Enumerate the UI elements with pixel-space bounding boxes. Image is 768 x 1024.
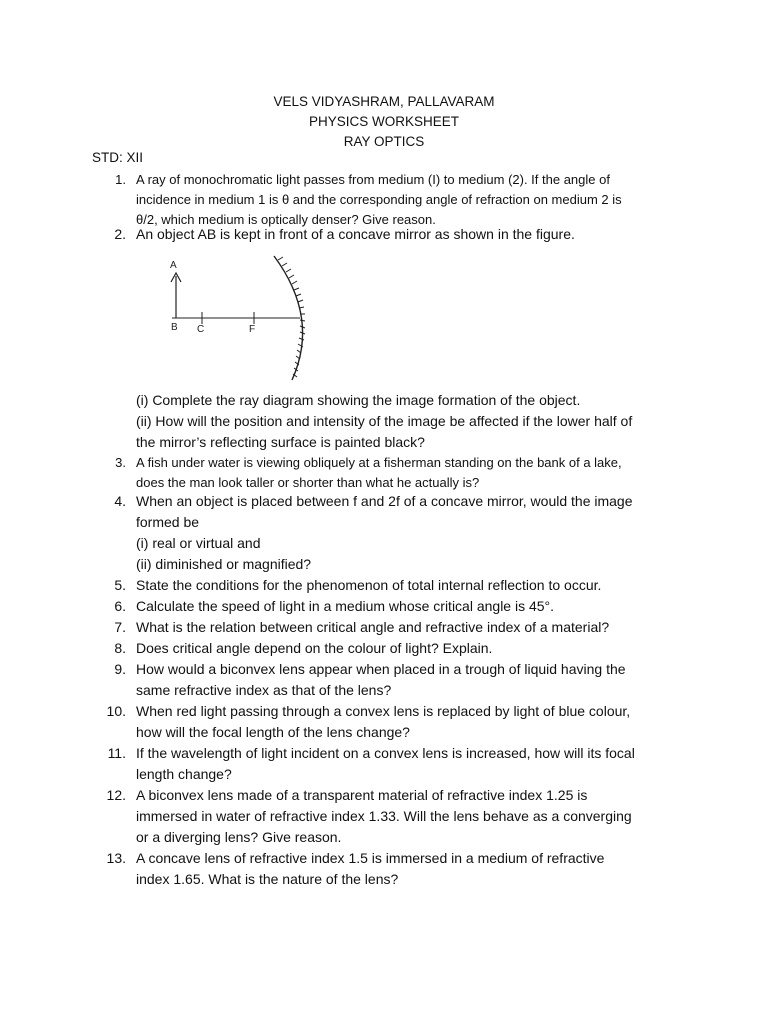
standard-label: STD: XII	[92, 150, 144, 165]
label-c: C	[197, 324, 205, 335]
question-number: 5.	[114, 577, 126, 593]
worksheet-topic: RAY OPTICS	[343, 134, 425, 149]
question-text: When red light passing through a convex lens is replaced by light of blue colour, how will the focal length of the lens change?	[136, 703, 631, 740]
question-number: 3.	[115, 455, 126, 470]
label-a: A	[170, 260, 177, 271]
worksheet-page: VELS VIDYASHRAM, PALLAVARAM PHYSICS WORKSHEET RAY OPTICS STD: XII 1. A ray of monochromatic light passes from medium (I) to medium (2). If the angle of incidence in medium 1 is θ and the corresponding angle of refraction on medium 2 is θ/2, which medium is optically denser? Give reason. 2. An object AB is kept in front of a concave mirror as shown in the figure. A B C F (i) Complete the ray diagram showing the image formation of the object. (ii) How will the position and intensity of the image be affected if the lower half of the mirror’s reflecting surface is painted black? 3. A fish under water is viewing obliquely at a fisherman standing on the bank of a lake, does the man look taller or shorter than what he actually is? 4. When an object is placed between f and 2f of a concave mirror, would the image formed be (i) real or virtual and (ii) diminished or magnified? 5. State the conditions for the phenomenon of total internal reflection to occur. 6. Calculate the speed of light in a medium whose critical angle is 45°. 7. What is the relation between critical angle and refractive index of a material? 8. Does critical angle depend on the colour of light? Explain. 9. How would a biconvex lens appear when placed in a trough of liquid having the same refractive index as that of the lens? 10. When red light passing through a convex lens is replaced by light of blue colour, how will the focal length of the lens change? 11. If the wavelength of light incident on a convex lens is increased, how will its focal length change? 12. A biconvex lens made of a transparent material of refractive index 1.25 is immersed in water of refractive index 1.33. Will the lens behave as a converging or a diverging lens? Give reason. 13. A concave lens of refractive index 1.5 is immersed in a medium of refractive index 1.65. What is the nature of the lens?	[0, 0, 768, 1024]
question-number: 8.	[114, 640, 126, 656]
label-b: B	[171, 322, 178, 333]
worksheet-subject: PHYSICS WORKSHEET	[308, 114, 460, 129]
question-text: How would a biconvex lens appear when placed in a trough of liquid having the same refractive index as that of the lens?	[136, 661, 626, 698]
question-number: 12.	[106, 787, 126, 803]
question-text: A ray of monochromatic light passes from medium (I) to medium (2). If the angle of incidence in medium 1 is θ and the corresponding angle of refraction on medium 2 is θ/2, which medium is optically denser? Give reason.	[136, 172, 622, 227]
question-number: 7.	[114, 619, 126, 635]
question-number: 2.	[114, 226, 126, 242]
question-number: 9.	[114, 661, 126, 677]
question-number: 13.	[106, 850, 126, 866]
concave-mirror-diagram	[150, 248, 330, 388]
question-text: State the conditions for the phenomenon of total internal reflection to occur.	[136, 577, 602, 593]
question-number: 6.	[114, 598, 126, 614]
question-text: An object AB is kept in front of a concave mirror as shown in the figure.	[136, 226, 575, 242]
question-number: 1.	[115, 172, 126, 187]
question-text: Does critical angle depend on the colour of light? Explain.	[136, 640, 493, 656]
worksheet-header	[0, 92, 768, 152]
school-name: VELS VIDYASHRAM, PALLAVARAM	[273, 94, 495, 109]
question-text: If the wavelength of light incident on a convex lens is increased, how will its focal length change?	[136, 745, 635, 782]
question-number: 4.	[114, 493, 126, 509]
label-f: F	[249, 324, 256, 335]
question-text: What is the relation between critical angle and refractive index of a material?	[136, 619, 610, 635]
question-text: A concave lens of refractive index 1.5 is immersed in a medium of refractive index 1.65. What is the nature of the lens?	[136, 850, 605, 887]
question-text: Calculate the speed of light in a medium whose critical angle is 45°.	[136, 598, 555, 614]
question-text: A biconvex lens made of a transparent material of refractive index 1.25 is immersed in water of refractive index 1.33. Will the lens behave as a converging or a diverging lens? Give reason.	[136, 787, 632, 845]
question-text: When an object is placed between f and 2f of a concave mirror, would the image formed be (i) real or virtual and (ii) diminished or magnified?	[136, 493, 633, 572]
question-number: 11.	[107, 745, 126, 761]
question-number: 10.	[106, 703, 126, 719]
question-text: A fish under water is viewing obliquely at a fisherman standing on the bank of a lake, does the man look taller or shorter than what he actually is?	[136, 455, 622, 490]
